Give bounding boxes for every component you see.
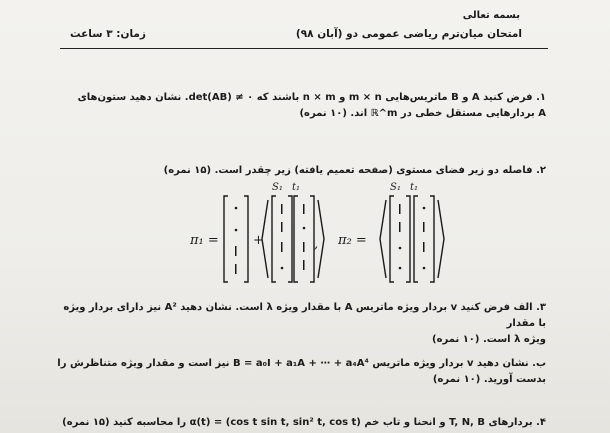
pi1-label: π₁ = (190, 233, 219, 248)
subspace-equations (188, 178, 468, 290)
question-3a (56, 300, 546, 348)
bracket-right (288, 196, 292, 282)
header-rule (60, 48, 548, 49)
s1-label-2: S₁ (390, 182, 401, 193)
question-3a-line-1: ۳. الف فرض کنید v بردار ویژه ماتریس A با مقدار ویژه λ است. نشان دهید A² نیز دارای بردار ویژه با مقدار (63, 302, 546, 329)
bracket-right (244, 196, 248, 282)
bracket-left (294, 196, 298, 282)
span-bracket-close (438, 200, 444, 278)
bracket-right (430, 196, 434, 282)
question-3a-line-2: ویژه λ است. (۱۰ نمره) (432, 334, 546, 345)
question-4 (56, 415, 546, 431)
question-3b (56, 356, 546, 388)
question-3b-line-1: ب. نشان دهید v بردار ویژه ماتریس B = a₀I + a₁A + ⋯ + a₄A⁴ نیز است و مقدار ویژه متناظرش را (57, 358, 546, 369)
t1-label-1: t₁ (292, 182, 301, 193)
question-1-line-1: ۱. فرض کنید A و B ماتریس‌هایی m × n و n × m باشند که det(AB) ≠ ۰. نشان دهید ستون‌های (77, 92, 546, 103)
matrix-figure (188, 178, 468, 290)
bracket-left (224, 196, 228, 282)
bracket-left (272, 196, 276, 282)
s1-label-1: S₁ (272, 182, 283, 193)
span-bracket-open (380, 200, 386, 278)
pi2-label: π₂ = (338, 233, 367, 248)
basmala: بسمه تعالی (462, 10, 520, 21)
t1-label-2: t₁ (410, 182, 419, 193)
bracket-left (414, 196, 418, 282)
question-4-line-1: ۴. بردارهای T, N, B و انحنا و تاب خم α(t) = (cos t sin t, sin² t, cos t) را محاسبه کنید (۱۵ نمره) (62, 417, 546, 428)
exam-time: زمان: ۳ ساعت (70, 28, 146, 40)
plus-sign: + (253, 233, 264, 248)
bracket-right (310, 196, 314, 282)
separator-comma: , (314, 237, 319, 252)
bracket-right (406, 196, 410, 282)
question-1-line-2: A بردارهایی مستقل خطی در ℝ^m اند. (۱۰ نمره) (299, 108, 546, 119)
question-3b-line-2: بدست آورید. (۱۰ نمره) (432, 374, 546, 385)
question-2-line-1: ۲. فاصله دو زیر فضای مستوی (صفحه تعمیم یافته) زیر چقدر است. (۱۵ نمره) (163, 165, 546, 176)
question-2 (56, 163, 546, 179)
exam-title: امتحان میان‌ترم ریاضی عمومی دو (آبان ۹۸) (295, 28, 522, 40)
span-bracket-close (318, 200, 324, 278)
question-1 (56, 90, 546, 122)
bracket-left (390, 196, 394, 282)
